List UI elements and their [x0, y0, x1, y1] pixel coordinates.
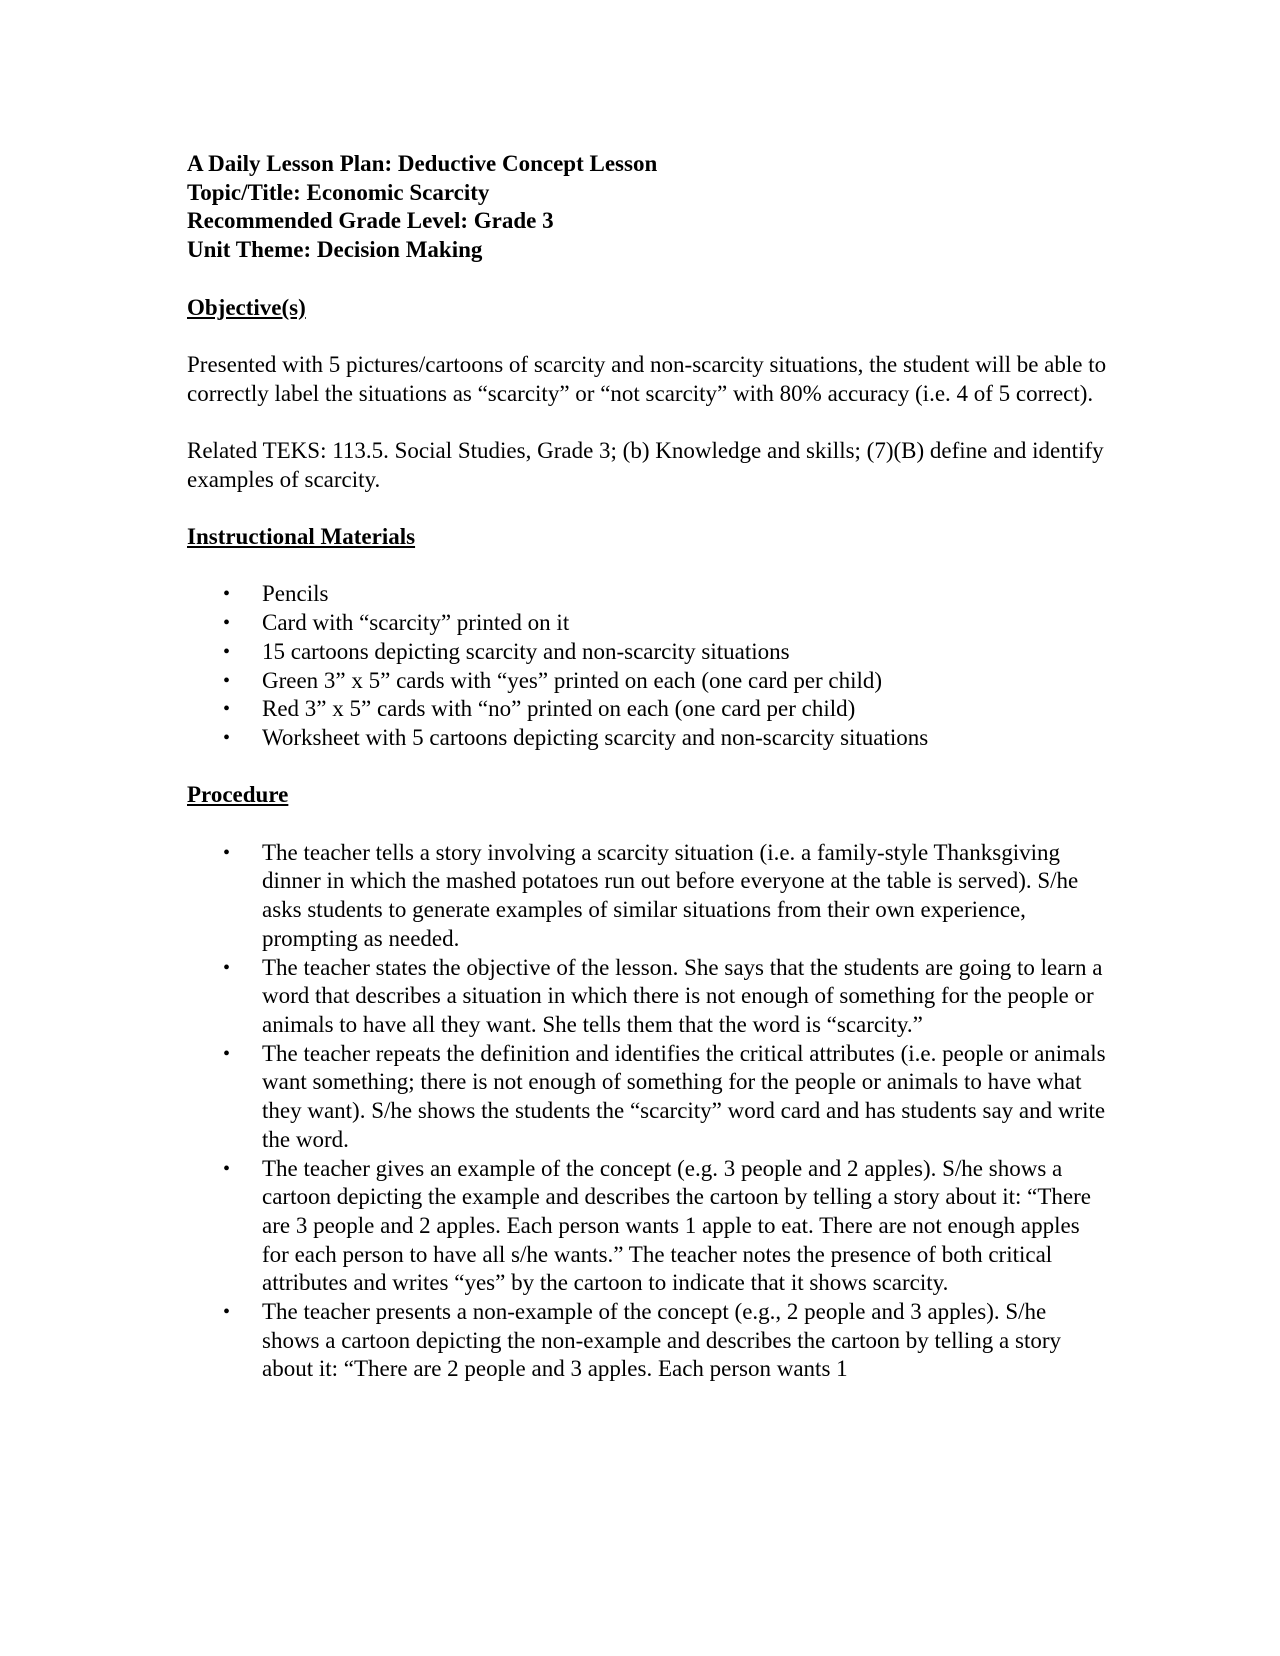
bullet-icon: •	[223, 956, 231, 979]
unit-theme: Unit Theme: Decision Making	[187, 237, 483, 263]
list-item: • Pencils	[187, 580, 1107, 609]
objective-paragraph: Presented with 5 pictures/cartoons of scarcity and non-scarcity situations, the student will be able to correctly label the situations as “scarcity” or “not scarcity” with 80% accuracy (i.e. 4 of 5 correct).	[187, 351, 1107, 406]
teks-paragraph: Related TEKS: 113.5. Social Studies, Grade 3; (b) Knowledge and skills; (7)(B) define and identify examples of scarcity.	[187, 437, 1104, 492]
bullet-icon: •	[223, 726, 231, 749]
list-item: • The teacher states the objective of the lesson. She says that the students are going to learn a word that describes a situation in which there is not enough of something for the people or animals to have all they want. She tells them that the word is “scarcity.”	[223, 954, 1103, 1037]
bullet-icon: •	[223, 1301, 231, 1324]
objectives-heading: Objective(s)	[187, 294, 306, 320]
list-item: • Card with “scarcity” printed on it	[187, 609, 1107, 638]
lesson-plan-title: A Daily Lesson Plan: Deductive Concept Lesson	[187, 151, 658, 176]
list-item: • Worksheet with 5 cartoons depicting scarcity and non-scarcity situations	[187, 724, 1107, 753]
materials-heading: Instructional Materials	[187, 524, 416, 550]
list-item: • The teacher gives an example of the concept (e.g. 3 people and 2 apples). S/he shows a cartoon depicting the example and describes the cartoon by telling a story about it: “There are 3 people and 2 apples. Each person wants 1 apple to eat. There are not enough apples for each person to have all s/he wants.” The teacher notes the presence of both critical attributes and writes “yes” by the cartoon to indicate that it shows scarcity.	[223, 1155, 1091, 1296]
bullet-icon: •	[223, 612, 231, 635]
document-page	[187, 150, 1107, 1384]
bullet-icon: •	[223, 1157, 231, 1180]
bullet-icon: •	[223, 1042, 231, 1065]
bullet-icon: •	[223, 669, 231, 692]
list-item: • Green 3” x 5” cards with “yes” printed on each (one card per child)	[187, 667, 1107, 696]
list-item: • Red 3” x 5” cards with “no” printed on each (one card per child)	[187, 695, 1107, 724]
topic-title: Topic/Title: Economic Scarcity	[187, 179, 490, 205]
bullet-icon: •	[223, 583, 231, 606]
bullet-icon: •	[223, 698, 231, 721]
bullet-icon: •	[223, 841, 231, 864]
bullet-icon: •	[223, 640, 231, 663]
list-item: • 15 cartoons depicting scarcity and non-scarcity situations	[187, 638, 1107, 667]
list-item: • The teacher repeats the definition and identifies the critical attributes (i.e. people or animals want something; there is not enough of something for the people or animals to have what they want). S/he shows the students the “scarcity” word card and has students say and write the word.	[223, 1040, 1106, 1152]
list-item: • The teacher presents a non-example of the concept (e.g., 2 people and 3 apples). S/he shows a cartoon depicting the non-example and describes the cartoon by telling a story about it: “There are 2 people and 3 apples. Each person wants 1	[223, 1299, 1062, 1382]
materials-list	[187, 580, 1107, 752]
list-item: • The teacher tells a story involving a scarcity situation (i.e. a family-style Thanksgiving dinner in which the mashed potatoes run out before everyone at the table is served). S/he asks students to generate examples of similar situations from their own experience, prompting as needed.	[223, 839, 1079, 951]
procedure-heading: Procedure	[187, 782, 289, 808]
grade-level: Recommended Grade Level: Grade 3	[187, 208, 554, 234]
document-header	[187, 150, 1107, 265]
procedure-list	[187, 839, 1107, 1384]
